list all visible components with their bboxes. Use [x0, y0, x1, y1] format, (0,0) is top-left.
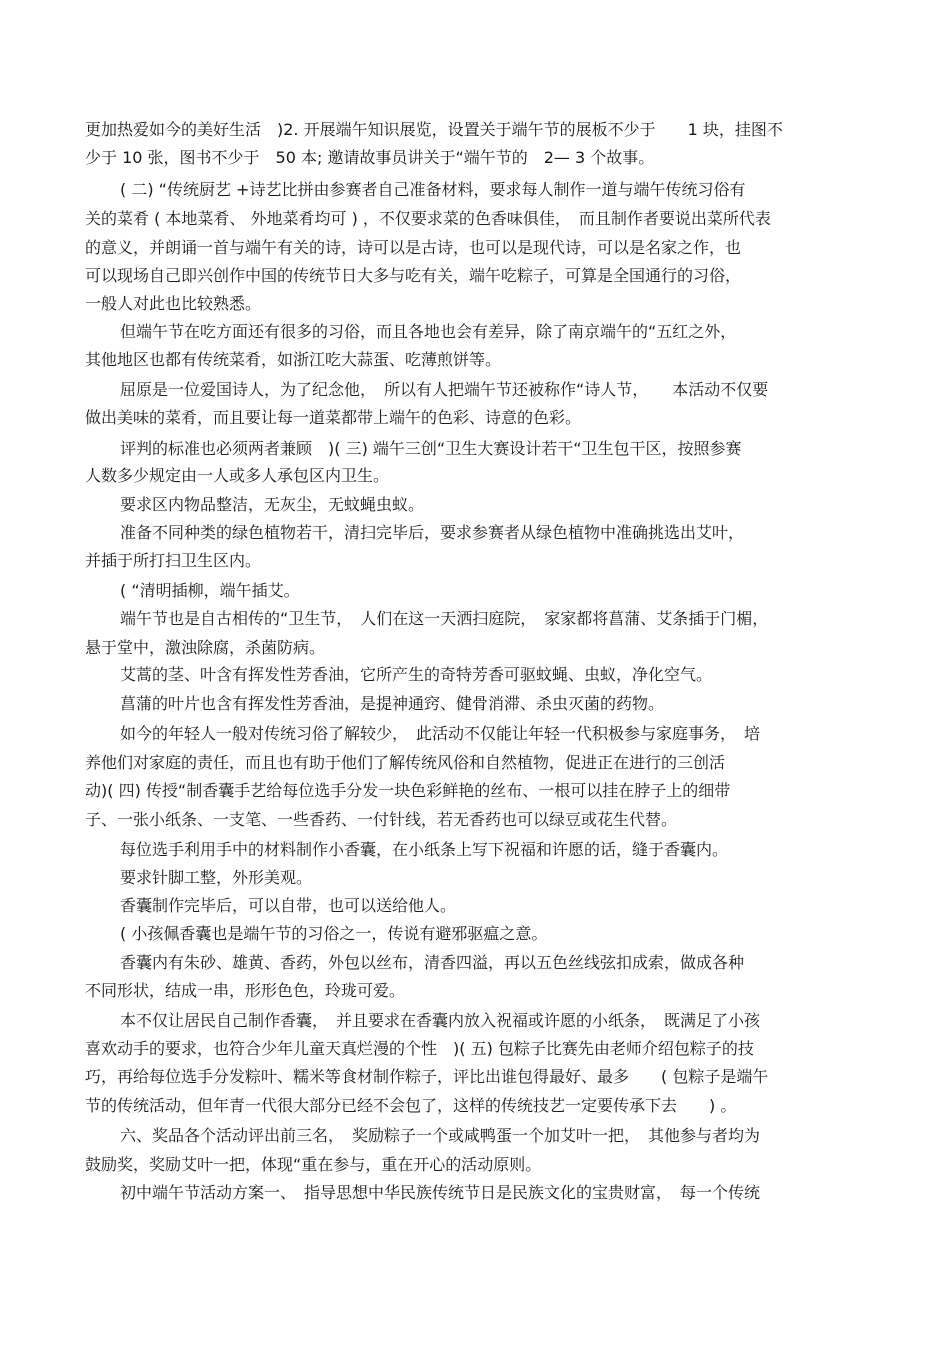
text-line: 人数多少规定由一人或多人承包区内卫生。	[85, 466, 390, 485]
text-line: 香囊制作完毕后，可以自带，也可以送给他人。	[120, 896, 457, 915]
text-line: 其他地区也都有传统菜肴，如浙江吃大蒜蛋、吃薄煎饼等。	[85, 350, 502, 369]
text-line: 一般人对此也比较熟悉。	[85, 294, 262, 313]
text-line: 不同形状，结成一串，形形色色，玲珑可爱。	[85, 981, 406, 1000]
text-line: ( 小孩佩香囊也是端午节的习俗之一，传说有避邪驱瘟之意。	[120, 924, 548, 943]
text-line: 可以现场自己即兴创作中国的传统节日大多与吃有关，端午吃粽子，可算是全国通行的习俗，	[85, 266, 742, 285]
text-line: 子、一张小纸条、一支笔、一些香药、一付针线，若无香药也可以绿豆或花生代替。	[85, 810, 678, 829]
text-line: 关的菜肴 ( 本地菜肴、 外地菜肴均可 ) ，不仅要求菜的色香味俱佳， 而且制作者要说出菜所代表	[85, 209, 771, 228]
text-line: 但端午节在吃方面还有很多的习俗，而且各地也会有差异，除了南京端午的“五红之外，	[120, 322, 737, 341]
text-line: 艾蒿的茎、叶含有挥发性芳香油，它所产生的奇特芳香可驱蚊蝇、虫蚁，净化空气。	[120, 665, 713, 684]
text-line: 初中端午节活动方案一、 指导思想中华民族传统节日是民族文化的宝贵财富， 每一个传统	[120, 1183, 761, 1202]
text-line: 动)( 四) 传授“制香囊手艺给每位选手分发一块色彩鲜艳的丝布、一根可以挂在脖子上的细带	[85, 781, 731, 800]
text-line: 更加热爱如今的美好生活 )2. 开展端午知识展览，设置关于端午节的展板不少于 1 块，挂图不	[85, 120, 783, 139]
text-line: 节的传统活动，但年青一代很大部分已经不会包了，这样的传统技艺一定要传承下去 ) 。	[85, 1096, 737, 1115]
text-line: 每位选手利用手中的材料制作小香囊，在小纸条上写下祝福和许愿的话，缝于香囊内。	[120, 840, 729, 859]
text-line: 准备不同种类的绿色植物若干，清扫完毕后，要求参赛者从绿色植物中准确挑选出艾叶，	[120, 523, 745, 542]
text-line: 鼓励奖，奖励艾叶一把，体现“重在参与，重在开心的活动原则。	[85, 1155, 542, 1174]
text-line: 要求针脚工整，外形美观。	[120, 868, 313, 887]
text-line: 并插于所打扫卫生区内。	[85, 551, 262, 570]
text-line: 六、奖品各个活动评出前三名， 奖励粽子一个或咸鸭蛋一个加艾叶一把， 其他参与者均为	[120, 1126, 761, 1145]
text-line: ( “清明插柳，端午插艾。	[120, 581, 300, 600]
text-line: 本不仅让居民自己制作香囊， 并且要求在香囊内放入祝福或许愿的小纸条， 既满足了小孩	[120, 1011, 761, 1030]
text-line: 香囊内有朱砂、雄黄、香药，外包以丝布，清香四溢，再以五色丝线弦扣成索，做成各种	[120, 953, 745, 972]
text-line: 少于 10 张，图书不少于 50 本; 邀请故事员讲关于“端午节的 2— 3 个故事。	[85, 148, 655, 167]
text-line: 养他们对家庭的责任，而且也有助于他们了解传统风俗和自然植物，促进正在进行的三创活	[85, 753, 726, 772]
text-line: 悬于堂中，激浊除腐，杀菌防病。	[85, 638, 326, 657]
text-line: 评判的标准也必须两者兼顾 )( 三) 端午三创“卫生大赛设计若干“卫生包干区，按照参赛	[120, 439, 742, 458]
text-line: 喜欢动手的要求，也符合少年儿童天真烂漫的个性 )( 五) 包粽子比赛先由老师介绍包粽子的技	[85, 1039, 754, 1058]
text-line: 屈原是一位爱国诗人，为了纪念他， 所以有人把端午节还被称作“诗人节， 本活动不仅要	[120, 380, 769, 399]
text-line: 要求区内物品整洁，无灰尘，无蚊蝇虫蚁。	[120, 495, 425, 514]
text-line: ( 二) “传统厨艺 +诗艺比拼由参赛者自己准备材料，要求每人制作一道与端午传统习俗有	[120, 180, 746, 199]
text-line: 做出美味的菜肴，而且要让每一道菜都带上端午的色彩、诗意的色彩。	[85, 408, 582, 427]
text-line: 菖蒲的叶片也含有挥发性芳香油，是提神通窍、健骨消滞、杀虫灭菌的药物。	[120, 694, 665, 713]
text-line: 的意义，并朗诵一首与端午有关的诗，诗可以是古诗，也可以是现代诗，可以是名家之作，也	[85, 238, 742, 257]
text-line: 端午节也是自古相传的“卫生节， 人们在这一天洒扫庭院， 家家都将菖蒲、艾条插于门楣，	[120, 609, 769, 628]
text-line: 巧，再给每位选手分发粽叶、糯米等食材制作粽子，评比出谁包得最好、最多 ( 包粽子是端午	[85, 1067, 769, 1086]
text-line: 如今的年轻人一般对传统习俗了解较少， 此活动不仅能让年轻一代积极参与家庭事务， 培	[120, 724, 761, 743]
